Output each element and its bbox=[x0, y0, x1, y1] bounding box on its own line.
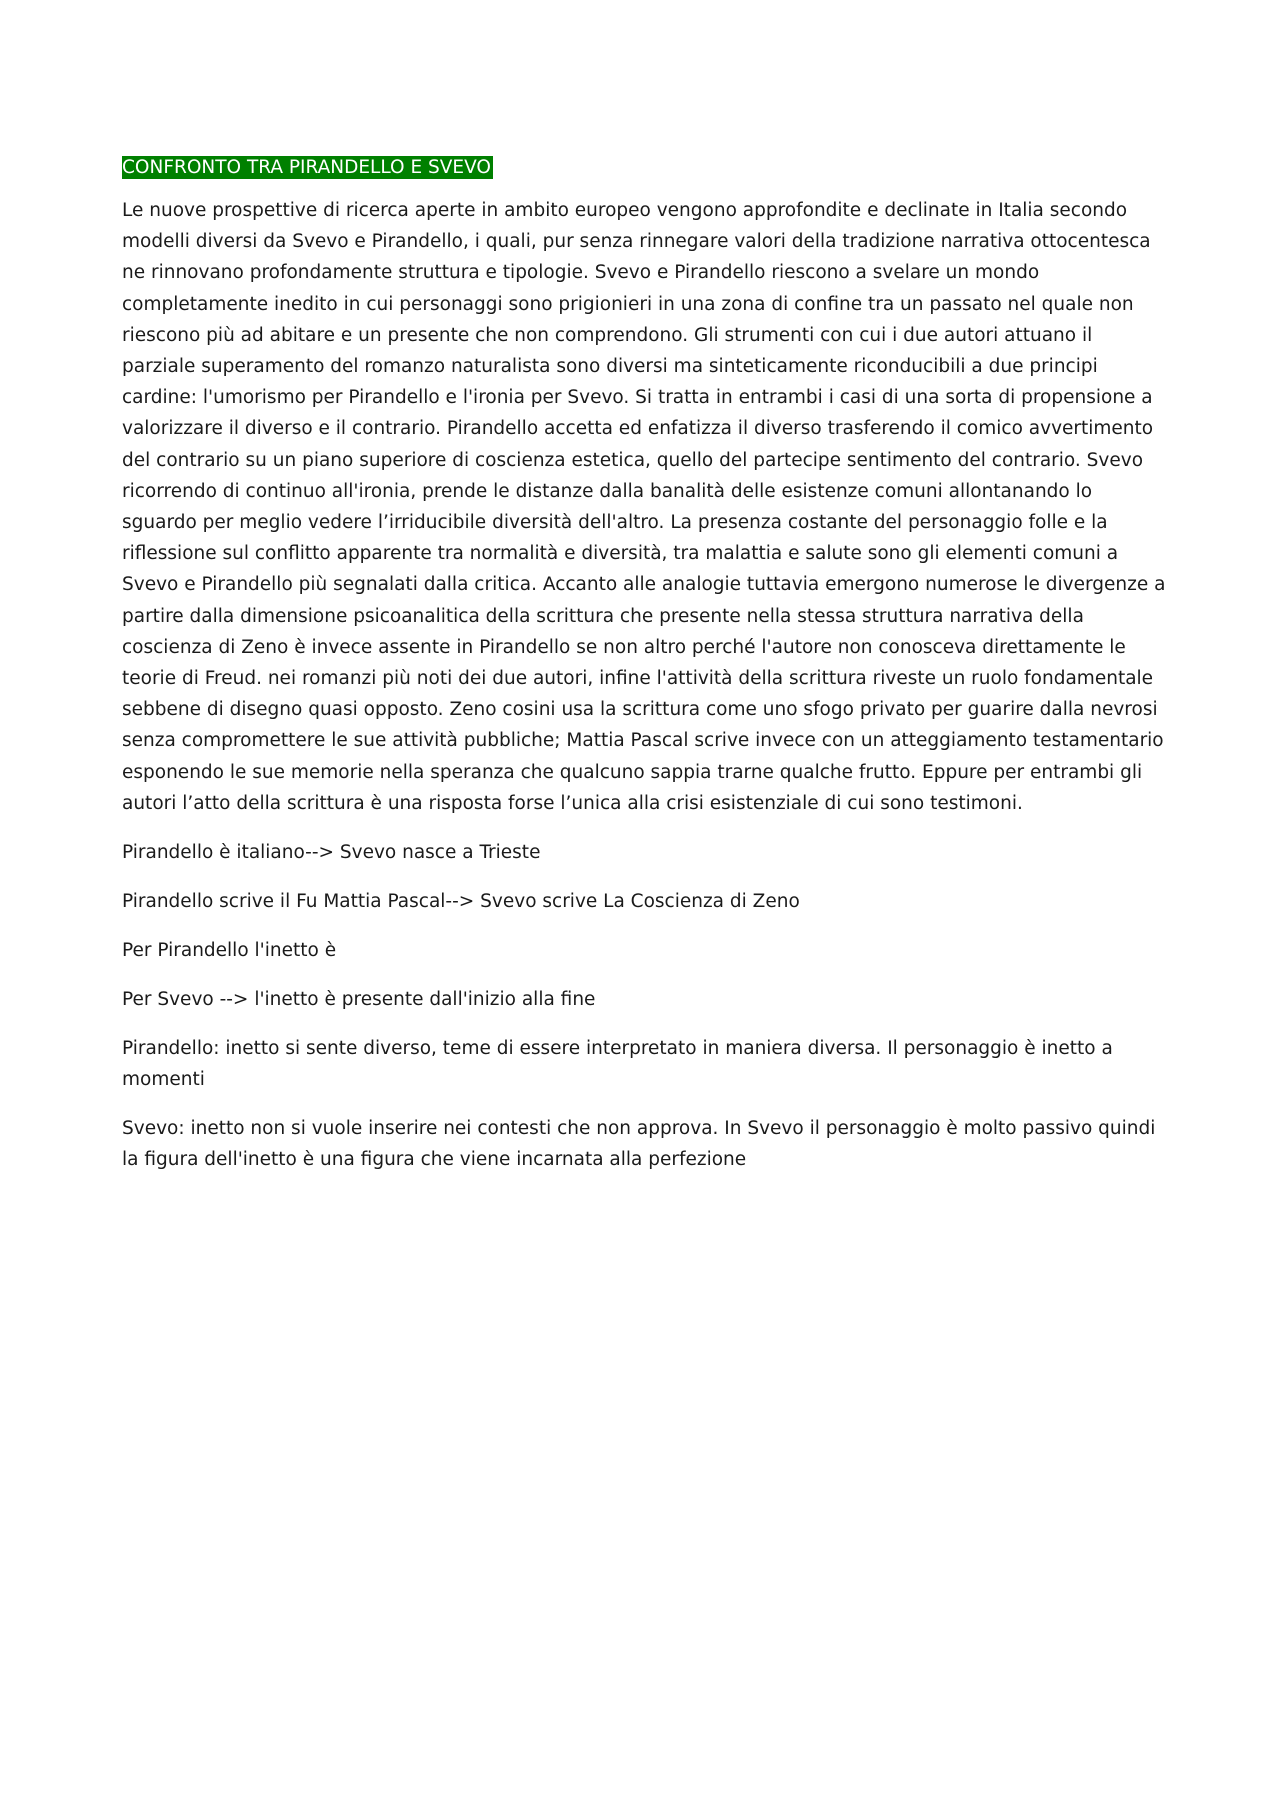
comparison-line-3: Per Pirandello l'inetto è bbox=[122, 940, 337, 962]
comparison-line-5: Pirandello: inetto si sente diverso, teme di essere interpretato in maniera diversa. Il personaggio è inetto a momenti bbox=[122, 1038, 1113, 1091]
title-block bbox=[122, 155, 1167, 181]
comparison-line-2: Pirandello scrive il Fu Mattia Pascal--> Svevo scrive La Coscienza di Zeno bbox=[122, 891, 800, 913]
comparison-line-6: Svevo: inetto non si vuole inserire nei contesti che non approva. In Svevo il personaggio è molto passivo quindi la figura dell'inetto è una figura che viene incarnata alla perfezione bbox=[122, 1118, 1156, 1171]
document-page bbox=[122, 155, 1167, 1193]
comparison-line-1: Pirandello è italiano--> Svevo nasce a Trieste bbox=[122, 842, 541, 864]
comparison-line-4: Per Svevo --> l'inetto è presente dall'inizio alla fine bbox=[122, 989, 596, 1011]
document-title: CONFRONTO TRA PIRANDELLO E SVEVO bbox=[122, 157, 491, 178]
main-paragraph: Le nuove prospettive di ricerca aperte in ambito europeo vengono approfondite e declinate in Italia secondo modelli diversi da Svevo e Pirandello, i quali, pur senza rinnegare valori della tradizione narrativa ottocentesca ne rinnovano profondamente struttura e tipologie. Svevo e Pirandello riescono a svelare un mondo completamente inedito in cui personaggi sono prigionieri in una zona di confine tra un passato nel quale non riescono più ad abitare e un presente che non comprendono. Gli strumenti con cui i due autori attuano il parziale superamento del romanzo naturalista sono diversi ma sinteticamente riconducibili a due principi cardine: l'umorismo per Pirandello e l'ironia per Svevo. Si tratta in entrambi i casi di una sorta di propensione a valorizzare il diverso e il contrario. Pirandello accetta ed enfatizza il diverso trasferendo il comico avvertimento del contrario su un piano superiore di coscienza estetica, quello del partecipe sentimento del contrario. Svevo ricorrendo di continuo all'ironia, prende le distanze dalla banalità delle esistenze comuni allontanando lo sguardo per meglio vedere l’irriducibile diversità dell'altro. La presenza costante del personaggio folle e la riflessione sul conflitto apparente tra normalità e diversità, tra malattia e salute sono gli elementi comuni a Svevo e Pirandello più segnalati dalla critica. Accanto alle analogie tuttavia emergono numerose le divergenze a partire dalla dimensione psicoanalitica della scrittura che presente nella stessa struttura narrativa della coscienza di Zeno è invece assente in Pirandello se non altro perché l'autore non conosceva direttamente le teorie di Freud. nei romanzi più noti dei due autori, infine l'attività della scrittura riveste un ruolo fondamentale sebbene di disegno quasi opposto. Zeno cosini usa la scrittura come uno sfogo privato per guarire dalla nevrosi senza compromettere le sue attività pubbliche; Mattia Pascal scrive invece con un atteggiamento testamentario esponendo le sue memorie nella speranza che qualcuno sappia trarne qualche frutto. Eppure per entrambi gli autori l’atto della scrittura è una risposta forse l’unica alla crisi esistenziale di cui sono testimoni. bbox=[122, 200, 1166, 814]
